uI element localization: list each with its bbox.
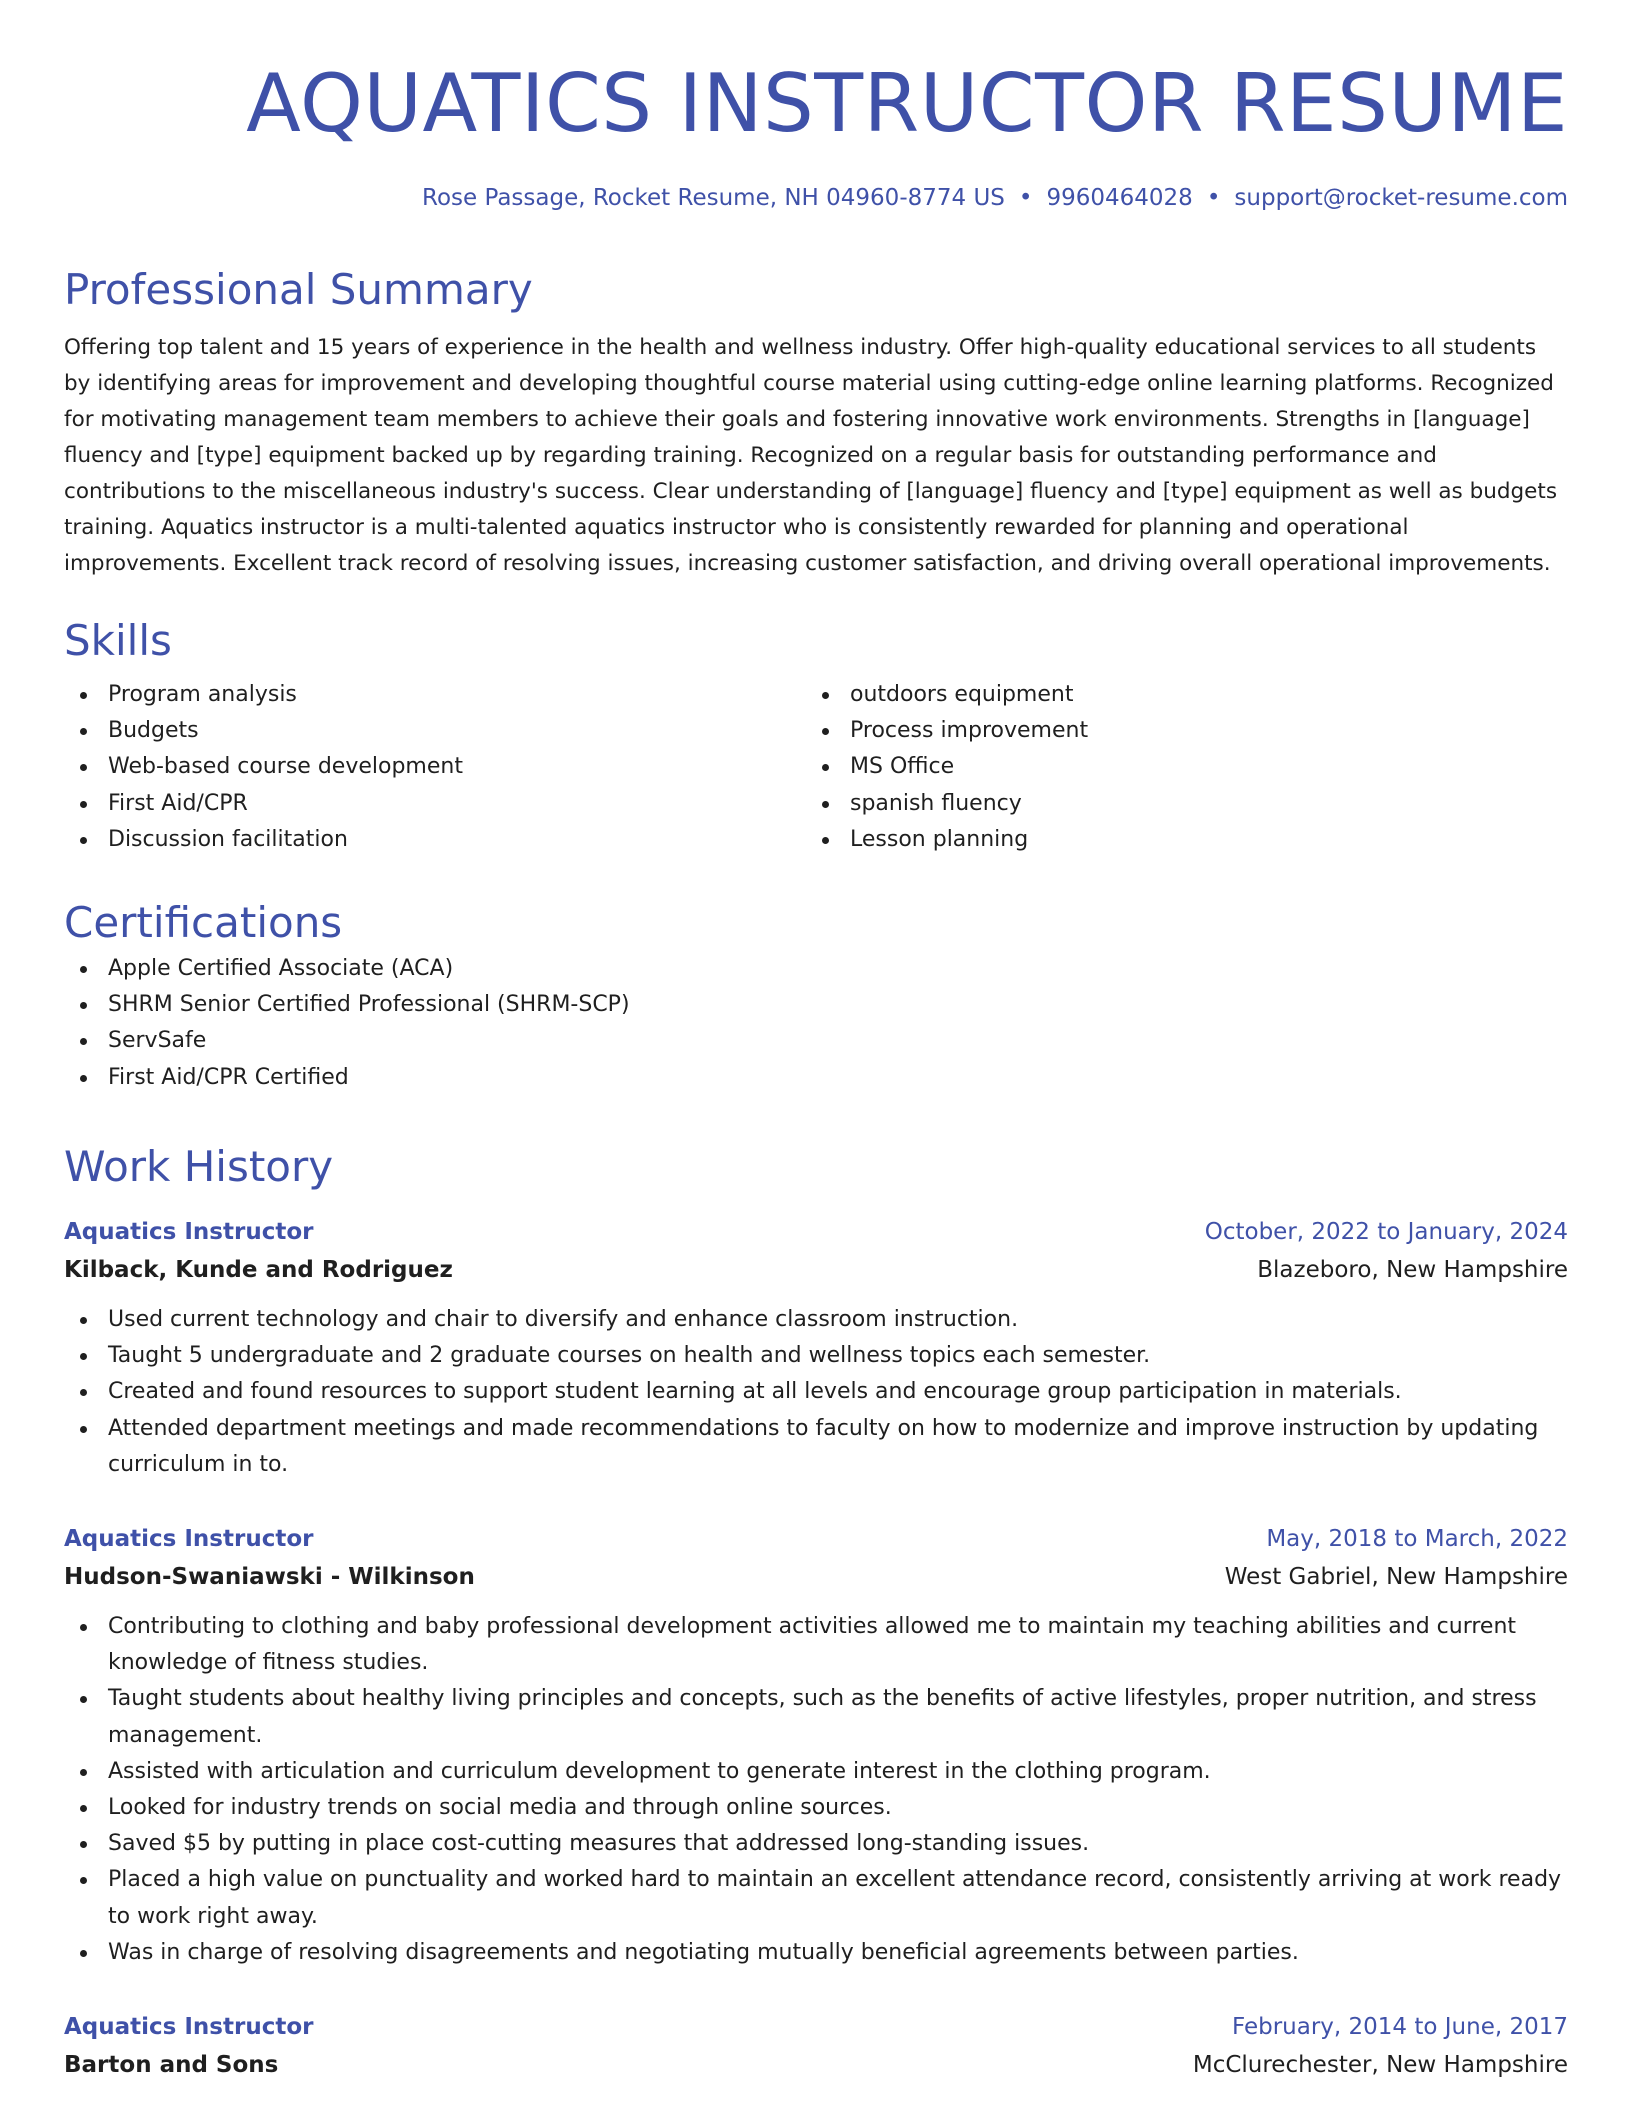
document-title: AQUATICS INSTRUCTOR RESUME: [246, 57, 1568, 150]
summary-text: Offering top talent and 15 years of experience in the health and wellness industry. Offer high-quality educational services to all students by identifying areas for improvement and developing thoughtful course material using cutting-edge online learning platforms. Recognized for motivating management team members to achieve their goals and fostering innovative work environments. Strengths in [language] fluency and [type] equipment backed up by regarding training. Recognized on a regular basis for outstanding performance and contributions to the miscellaneous industry's success. Clear understanding of [language] fluency and [type] equipment as well as budgets training. Aquatics instructor is a multi-talented aquatics instructor who is consistently rewarded for planning and operational improvements. Excellent track record of resolving issues, increasing customer satisfaction, and driving overall operational improvements.: [64, 335, 1558, 576]
job-bullet: Was in charge of resolving disagreements and negotiating mutually beneficial agreements between parties.: [64, 1935, 1568, 1971]
job-bullet: Taught 5 undergraduate and 2 graduate courses on health and wellness topics each semester.: [64, 1338, 1568, 1374]
skill-item: MS Office: [806, 749, 1548, 785]
job-bullet: Looked for industry trends on social media and through online sources.: [64, 1790, 1568, 1826]
skills-column-right: [806, 677, 1548, 858]
contact-line: [422, 180, 1568, 216]
skill-item: spanish fluency: [806, 786, 1548, 822]
job-title-row: [64, 2009, 1568, 2045]
job-company-row: [64, 1250, 1568, 1290]
job-entry: [64, 2009, 1568, 2085]
skill-item: Process improvement: [806, 713, 1548, 749]
job-bullets: [64, 1609, 1568, 1971]
skills-heading: Skills: [64, 616, 172, 665]
skill-item: Budgets: [64, 713, 806, 749]
job-dates: May, 2018 to March, 2022: [1266, 1526, 1568, 1552]
job-bullet: Contributing to clothing and baby professional development activities allowed me to maintain my teaching abilities and current knowledge of fitness studies.: [64, 1609, 1568, 1681]
contact-separator: •: [1206, 185, 1221, 211]
skill-item: Program analysis: [64, 677, 806, 713]
skills-section: [64, 613, 1568, 858]
skills-list-left: [64, 677, 806, 858]
job-dates: February, 2014 to June, 2017: [1231, 2014, 1568, 2040]
skill-item: First Aid/CPR: [64, 786, 806, 822]
job-entry: [64, 1521, 1568, 1971]
certification-item: First Aid/CPR Certified: [64, 1060, 1568, 1096]
skill-item: Web-based course development: [64, 749, 806, 785]
contact-email[interactable]: support@rocket-resume.com: [1234, 185, 1568, 211]
certification-item: ServSafe: [64, 1023, 1568, 1059]
skills-list-right: [806, 677, 1548, 858]
job-title-row: [64, 1521, 1568, 1557]
certification-item: SHRM Senior Certified Professional (SHRM-SCP): [64, 987, 1568, 1023]
contact-address: Rose Passage, Rocket Resume, NH 04960-8774 US: [422, 185, 1005, 211]
job-entry: [64, 1214, 1568, 1483]
skills-columns: [64, 677, 1568, 858]
skills-column-left: [64, 677, 806, 858]
job-bullet: Attended department meetings and made recommendations to faculty on how to modernize and improve instruction by updating curriculum in to.: [64, 1411, 1568, 1483]
job-dates: October, 2022 to January, 2024: [1204, 1219, 1568, 1245]
job-bullet: Assisted with articulation and curriculum development to generate interest in the clothing program.: [64, 1754, 1568, 1790]
skill-item: Discussion facilitation: [64, 822, 806, 858]
job-company-row: [64, 2045, 1568, 2085]
job-company-row: [64, 1557, 1568, 1597]
job-company: Kilback, Kunde and Rodriguez: [64, 1257, 453, 1283]
job-bullets: [64, 1302, 1568, 1483]
job-title: Aquatics Instructor: [64, 1219, 314, 1245]
job-title: Aquatics Instructor: [64, 1526, 314, 1552]
job-title-row: [64, 1214, 1568, 1250]
job-title: Aquatics Instructor: [64, 2014, 314, 2040]
job-company: Barton and Sons: [64, 2052, 279, 2078]
contact-phone: 9960464028: [1046, 185, 1193, 211]
job-bullet: Created and found resources to support student learning at all levels and encourage group participation in materials.: [64, 1374, 1568, 1410]
skill-item: Lesson planning: [806, 822, 1548, 858]
job-location: McClurechester, New Hampshire: [1192, 2052, 1568, 2078]
summary-section: [64, 262, 1568, 582]
job-location: Blazeboro, New Hampshire: [1257, 1257, 1568, 1283]
job-company: Hudson-Swaniawski - Wilkinson: [64, 1564, 475, 1590]
certification-item: Apple Certified Associate (ACA): [64, 951, 1568, 987]
job-bullet: Taught students about healthy living principles and concepts, such as the benefits of active lifestyles, proper nutrition, and stress management.: [64, 1681, 1568, 1753]
job-bullet: Placed a high value on punctuality and worked hard to maintain an excellent attendance record, consistently arriving at work ready to work right away.: [64, 1862, 1568, 1934]
summary-heading: Professional Summary: [64, 265, 533, 314]
certifications-section: [64, 895, 1568, 1096]
job-location: West Gabriel, New Hampshire: [1224, 1564, 1568, 1590]
job-bullet: Used current technology and chair to diversify and enhance classroom instruction.: [64, 1302, 1568, 1338]
work-history-section: [64, 1139, 1568, 1195]
contact-separator: •: [1018, 185, 1033, 211]
certifications-list: [64, 951, 1568, 1096]
certifications-heading: Certifications: [64, 898, 343, 947]
work-history-heading: Work History: [64, 1142, 334, 1191]
skill-item: outdoors equipment: [806, 677, 1548, 713]
job-bullet: Saved $5 by putting in place cost-cutting measures that addressed long-standing issues.: [64, 1826, 1568, 1862]
